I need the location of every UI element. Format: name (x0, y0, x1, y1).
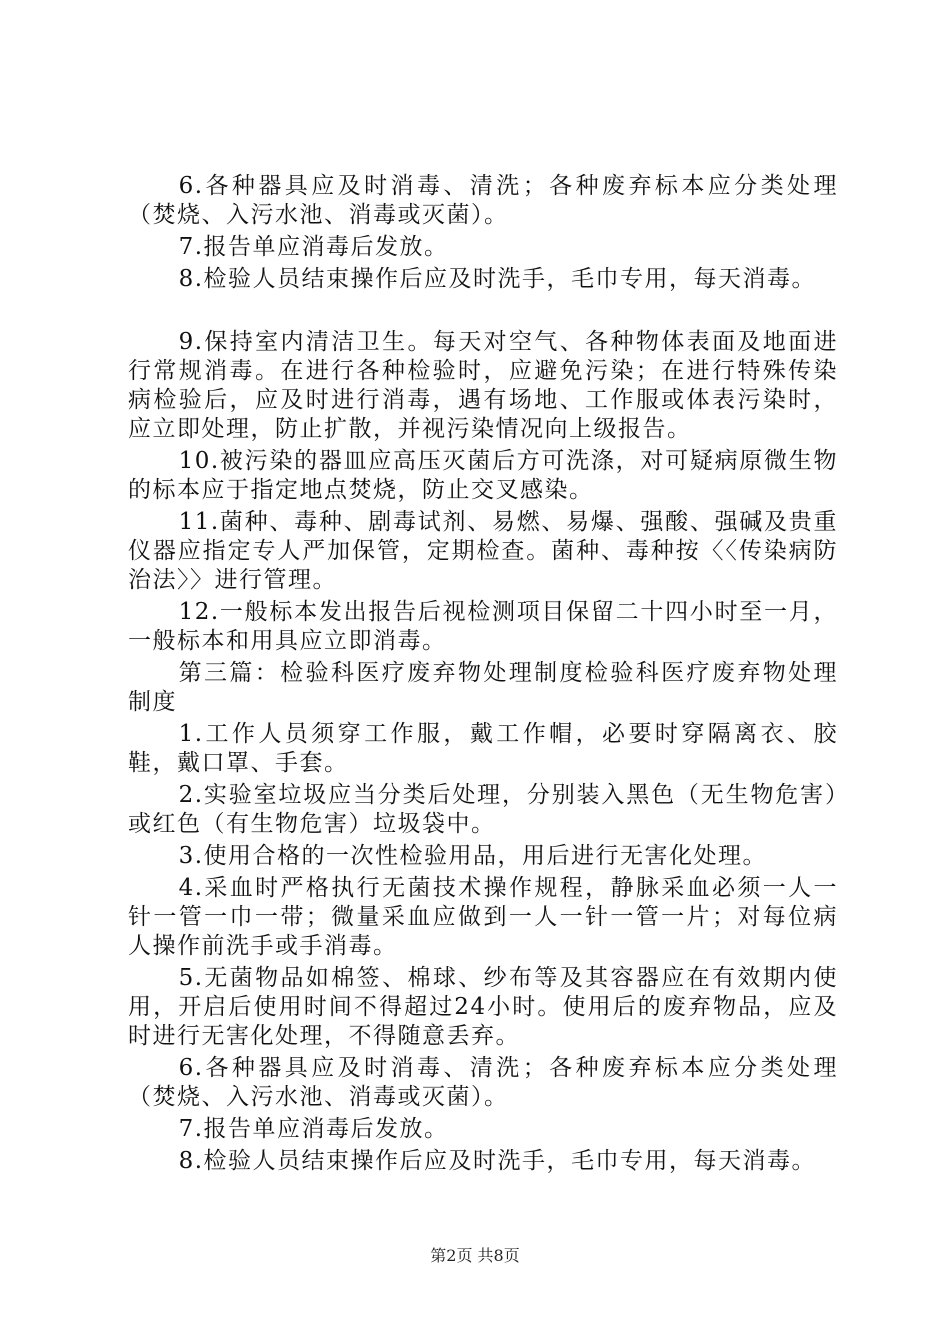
paragraph-item-3: 3.使用合格的一次性检验用品，用后进行无害化处理。 (178, 843, 768, 869)
paragraph-item-5: 5.无菌物品如棉签、棉球、纱布等及其容器应在有效期内使用，开启后使用时间不得超过24小时。使用后的废弃物品，应及时进行无害化处理，不得随意丢弃。 (128, 965, 838, 1049)
paragraph-item-1: 1.工作人员须穿工作服，戴工作帽，必要时穿隔离衣、胶鞋，戴口罩、手套。 (128, 721, 838, 776)
document-body (128, 172, 838, 1179)
paragraph-item-2: 2.实验室垃圾应当分类后处理，分别装入黑色（无生物危害）或红色（有生物危害）垃圾袋中。 (128, 782, 838, 837)
paragraph-item-8-repeat: 8.检验人员结束操作后应及时洗手，毛巾专用，每天消毒。 (178, 1148, 817, 1174)
section-heading: 第三篇：检验科医疗废弃物处理制度检验科医疗废弃物处理制度 (128, 660, 838, 715)
paragraph-item-6: 6.各种器具应及时消毒、清洗；各种废弃标本应分类处理（焚烧、入污水池、消毒或灭菌）。 (128, 173, 838, 228)
paragraph-item-9: 9.保持室内清洁卫生。每天对空气、各种物体表面及地面进行常规消毒。在进行各种检验时，应避免污染；在进行特殊传染病检验后，应及时进行消毒，遇有场地、工作服或体表污染时，应立即处理，防止扩散，并视污染情况向上级报告。 (128, 329, 838, 442)
paragraph-item-10: 10.被污染的器皿应高压灭菌后方可洗涤，对可疑病原微生物的标本应于指定地点焚烧，防止交叉感染。 (128, 448, 838, 503)
paragraph-item-7: 7.报告单应消毒后发放。 (178, 234, 449, 260)
page-number-footer: 第2页 共8页 (430, 1246, 520, 1265)
paragraph-item-6-repeat: 6.各种器具应及时消毒、清洗；各种废弃标本应分类处理（焚烧、入污水池、消毒或灭菌）。 (128, 1055, 838, 1110)
paragraph-item-7-repeat: 7.报告单应消毒后发放。 (178, 1116, 449, 1142)
paragraph-item-12: 12.一般标本发出报告后视检测项目保留二十四小时至一月，一般标本和用具应立即消毒。 (128, 599, 838, 654)
paragraph-item-4: 4.采血时严格执行无菌技术操作规程，静脉采血必须一人一针一管一巾一带；微量采血应做到一人一针一管一片；对每位病人操作前洗手或手消毒。 (128, 875, 838, 959)
paragraph-item-8: 8.检验人员结束操作后应及时洗手，毛巾专用，每天消毒。 (178, 266, 817, 292)
paragraph-item-11: 11.菌种、毒种、剧毒试剂、易燃、易爆、强酸、强碱及贵重仪器应指定专人严加保管，定期检查。菌种、毒种按〈〈传染病防治法〉〉进行管理。 (128, 509, 838, 593)
